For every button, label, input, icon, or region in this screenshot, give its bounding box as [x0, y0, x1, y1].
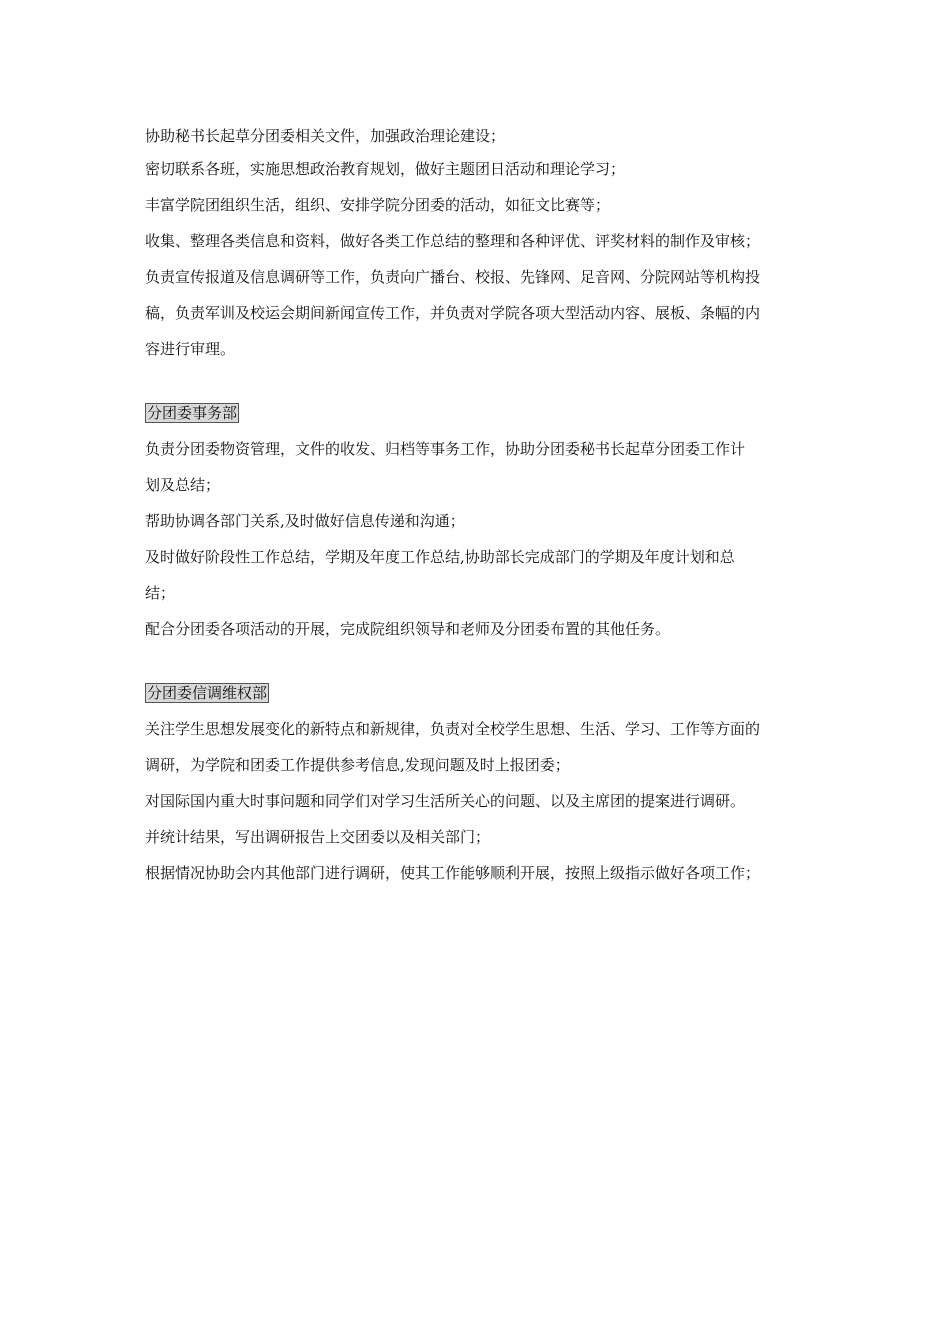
section-spacer [145, 647, 825, 675]
paragraph-line: 划及总结； [145, 476, 221, 494]
paragraph-line: 配合分团委各项活动的开展，完成院组织领导和老师及分团委布置的其他任务。 [145, 620, 671, 638]
paragraph-line: 负责宣传报道及信息调研等工作，负责向广播台、校报、先锋网、足音网、分院网站等机构投 [145, 268, 761, 286]
document-body [145, 121, 825, 891]
paragraph-line: 帮助协调各部门关系,及时做好信息传递和沟通； [145, 512, 465, 530]
section-heading-wrap [145, 395, 825, 431]
paragraph-line: 并统计结果，写出调研报告上交团委以及相关部门； [145, 828, 491, 846]
section-rights [145, 675, 825, 891]
paragraph-line: 结； [145, 584, 176, 602]
section-heading-affairs: 分团委事务部 [147, 404, 238, 422]
paragraph-line: 协助秘书长起草分团委相关文件，加强政治理论建设； [145, 127, 506, 145]
section-intro [145, 121, 825, 367]
paragraph-line: 调研，为学院和团委工作提供参考信息,发现问题及时上报团委； [145, 756, 570, 774]
paragraph-line: 及时做好阶段性工作总结，学期及年度工作总结,协助部长完成部门的学期及年度计划和总 [145, 548, 735, 566]
paragraph-line: 负责分团委物资管理，文件的收发、归档等事务工作，协助分团委秘书长起草分团委工作计 [145, 440, 746, 458]
paragraph-line: 收集、整理各类信息和资料，做好各类工作总结的整理和各种评优、评奖材料的制作及审核； [145, 232, 761, 250]
section-heading-wrap [145, 675, 825, 711]
paragraph-line: 密切联系各班，实施思想政治教育规划，做好主题团日活动和理论学习； [145, 160, 626, 178]
paragraph-line: 对国际国内重大时事问题和同学们对学习生活所关心的问题、以及主席团的提案进行调研。 [145, 792, 746, 810]
paragraph-line: 容进行审理。 [145, 340, 236, 358]
paragraph-line: 根据情况协助会内其他部门进行调研，使其工作能够顺利开展，按照上级指示做好各项工作； [145, 864, 761, 882]
paragraph-line: 关注学生思想发展变化的新特点和新规律，负责对全校学生思想、生活、学习、工作等方面的 [145, 720, 761, 738]
section-spacer [145, 367, 825, 395]
section-heading-rights: 分团委信调维权部 [147, 684, 268, 702]
section-affairs [145, 395, 825, 647]
paragraph-line: 丰富学院团组织生活，组织、安排学院分团委的活动，如征文比赛等； [145, 196, 611, 214]
paragraph-line: 稿，负责军训及校运会期间新闻宣传工作，并负责对学院各项大型活动内容、展板、条幅的内 [145, 304, 761, 322]
